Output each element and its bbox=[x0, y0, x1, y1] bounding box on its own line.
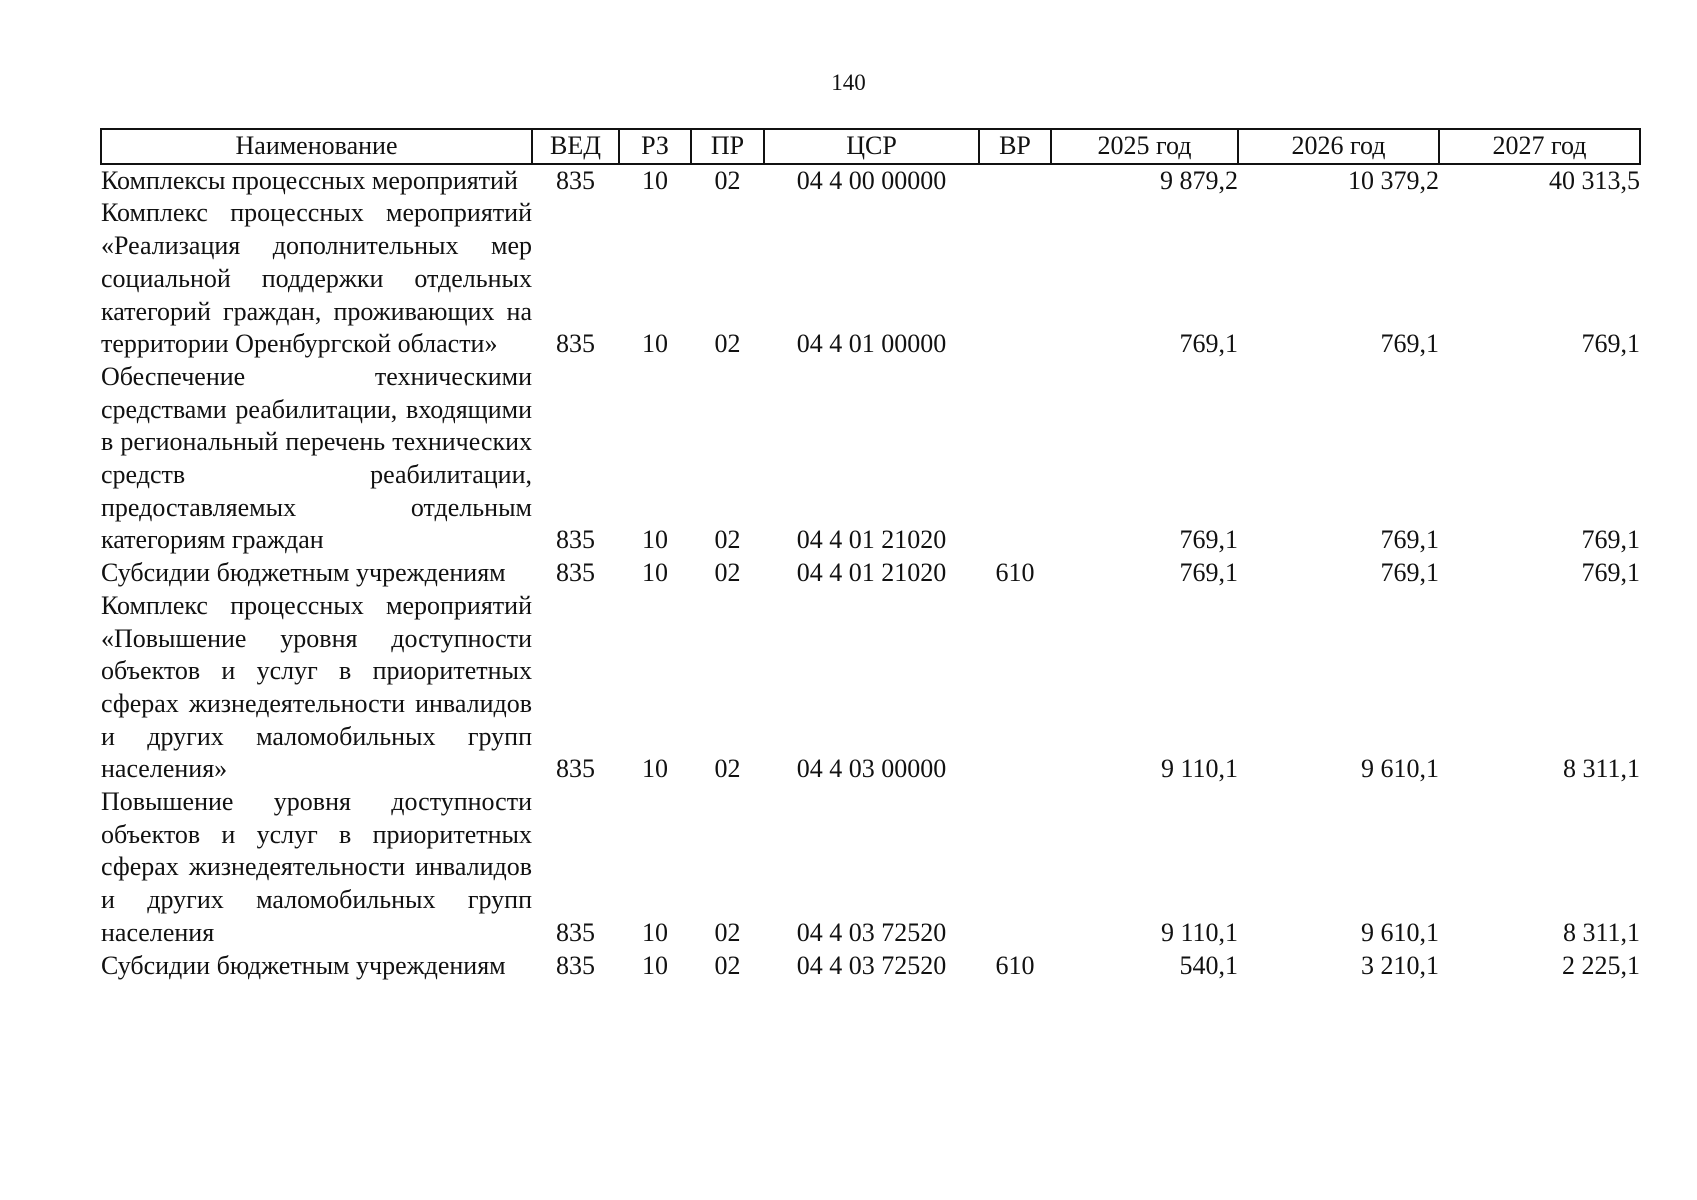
page-number: 140 bbox=[831, 70, 866, 95]
row-name: Субсидии бюджетным учреждениям bbox=[101, 558, 506, 588]
row-vr: 610 bbox=[995, 558, 1035, 588]
row-pr: 02 bbox=[714, 950, 741, 980]
row-vr: 610 bbox=[995, 950, 1035, 980]
row-csr: 04 4 01 21020 bbox=[796, 525, 947, 555]
row-name: Комплекс процессных мероприятий «Реализация дополнительных мер социальной поддержки отдельных категорий граждан, проживающих на территории Оренбургской области» bbox=[101, 198, 532, 359]
table-row bbox=[101, 361, 1640, 557]
table-row bbox=[101, 557, 1640, 590]
row-ved: 835 bbox=[556, 754, 595, 784]
row-2027: 769,1 bbox=[1581, 525, 1640, 555]
row-csr: 04 4 03 72520 bbox=[796, 950, 947, 980]
row-rz: 10 bbox=[642, 917, 668, 947]
budget-table bbox=[100, 128, 1641, 982]
row-vr bbox=[979, 197, 1051, 361]
row-2026: 10 379,2 bbox=[1348, 165, 1439, 195]
row-rz: 10 bbox=[642, 950, 668, 980]
row-ved: 835 bbox=[556, 558, 595, 588]
header-2026: 2026 год bbox=[1238, 129, 1439, 164]
row-2025: 769,1 bbox=[1179, 329, 1238, 359]
row-rz: 10 bbox=[642, 754, 668, 784]
table-row bbox=[101, 786, 1640, 950]
row-2025: 540,1 bbox=[1179, 950, 1238, 980]
row-csr: 04 4 01 21020 bbox=[796, 558, 947, 588]
row-vr bbox=[979, 786, 1051, 950]
row-ved: 835 bbox=[556, 917, 595, 947]
row-2027: 769,1 bbox=[1581, 558, 1640, 588]
header-row bbox=[101, 129, 1640, 164]
header-vr: ВР bbox=[979, 129, 1051, 164]
row-2027: 40 313,5 bbox=[1549, 165, 1640, 195]
row-csr: 04 4 03 00000 bbox=[796, 754, 947, 784]
header-rz: РЗ bbox=[619, 129, 691, 164]
row-csr: 04 4 00 00000 bbox=[796, 165, 947, 195]
row-2027: 769,1 bbox=[1581, 329, 1640, 359]
row-csr: 04 4 03 72520 bbox=[796, 917, 947, 947]
row-ved: 835 bbox=[556, 165, 595, 195]
row-pr: 02 bbox=[714, 329, 741, 359]
row-2026: 769,1 bbox=[1380, 329, 1439, 359]
row-2025: 9 110,1 bbox=[1160, 754, 1238, 784]
row-ved: 835 bbox=[556, 950, 595, 980]
table-row bbox=[101, 950, 1640, 983]
row-rz: 10 bbox=[642, 558, 668, 588]
row-2026: 3 210,1 bbox=[1361, 950, 1439, 980]
row-pr: 02 bbox=[714, 165, 741, 195]
row-pr: 02 bbox=[714, 754, 741, 784]
row-csr: 04 4 01 00000 bbox=[796, 329, 947, 359]
row-pr: 02 bbox=[714, 558, 741, 588]
table-row bbox=[101, 164, 1640, 198]
row-2027: 2 225,1 bbox=[1562, 950, 1640, 980]
header-csr: ЦСР bbox=[764, 129, 979, 164]
row-2027: 8 311,1 bbox=[1562, 754, 1640, 784]
table-header bbox=[101, 129, 1640, 164]
header-2027: 2027 год bbox=[1439, 129, 1640, 164]
header-ved: ВЕД bbox=[532, 129, 619, 164]
row-2026: 769,1 bbox=[1380, 558, 1439, 588]
row-2027: 8 311,1 bbox=[1562, 917, 1640, 947]
table-body bbox=[101, 164, 1640, 983]
row-2026: 9 610,1 bbox=[1361, 754, 1439, 784]
row-vr bbox=[979, 361, 1051, 557]
row-2026: 769,1 bbox=[1380, 525, 1439, 555]
row-name: Обеспечение техническими средствами реабилитации, входящими в региональный перечень технических средств реабилитации, предоставляемых отдельным категориям граждан bbox=[101, 361, 532, 555]
row-vr bbox=[979, 590, 1051, 786]
row-vr bbox=[979, 164, 1051, 198]
row-2025: 9 110,1 bbox=[1160, 917, 1238, 947]
row-name: Субсидии бюджетным учреждениям bbox=[101, 950, 506, 980]
row-rz: 10 bbox=[642, 165, 668, 195]
row-name: Комплекс процессных мероприятий «Повышение уровня доступности объектов и услуг в приоритетных сферах жизнедеятельности инвалидов и других маломобильных групп населения» bbox=[101, 590, 532, 784]
table-row bbox=[101, 590, 1640, 786]
row-name: Комплексы процессных мероприятий bbox=[101, 165, 518, 195]
row-pr: 02 bbox=[714, 525, 741, 555]
row-2025: 9 879,2 bbox=[1160, 165, 1238, 195]
header-2025: 2025 год bbox=[1051, 129, 1238, 164]
row-2025: 769,1 bbox=[1179, 525, 1238, 555]
row-ved: 835 bbox=[556, 329, 595, 359]
row-name: Повышение уровня доступности объектов и услуг в приоритетных сферах жизнедеятельности инвалидов и других маломобильных групп населения bbox=[101, 787, 532, 947]
row-rz: 10 bbox=[642, 525, 668, 555]
header-pr: ПР bbox=[691, 129, 764, 164]
table-row bbox=[101, 197, 1640, 361]
row-rz: 10 bbox=[642, 329, 668, 359]
row-2026: 9 610,1 bbox=[1361, 917, 1439, 947]
row-ved: 835 bbox=[556, 525, 595, 555]
row-2025: 769,1 bbox=[1179, 558, 1238, 588]
row-pr: 02 bbox=[714, 917, 741, 947]
header-name: Наименование bbox=[101, 129, 532, 164]
